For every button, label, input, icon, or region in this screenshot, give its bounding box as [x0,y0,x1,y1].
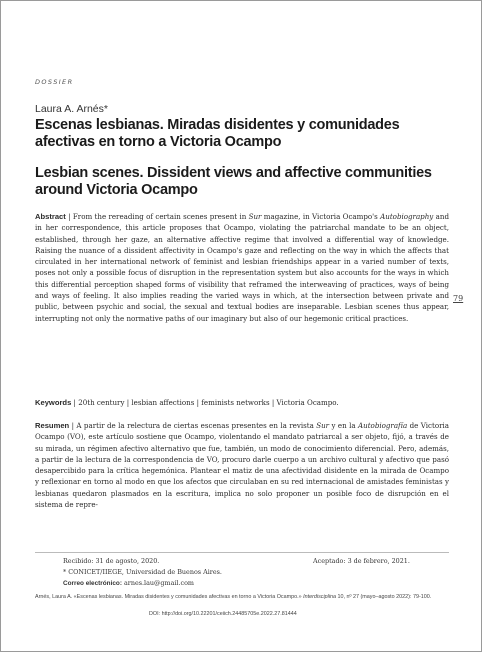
resumen-text-2: y en la [329,421,358,430]
resumen [35,420,449,544]
doi-link[interactable]: DOI: http://doi.org/10.22201/ceiich.24485705e.2022.27.81444 [149,611,297,617]
section-label: DOSSIER [35,78,74,86]
abstract-autobiography: Autobiography [380,212,434,221]
title-spanish: Escenas lesbianas. Miradas disidentes y comunidades afectivas en torno a Victoria Ocampo [35,117,400,150]
resumen-text-3: de Victoria Ocampo (VO), este artículo sostiene que Ocampo, violentando el mandato patriarcal a ser objeto, fijó, a través de su mirada, un régimen afectivo alternativo que fue, también, un modo de conocimiento diferencial. Pero, además, a partir de la lectura de la correspondencia de VO, procuro darle cuerpo a un archivo cultural y afectivo que pasó desapercibido para la crítica hegemónica. Plantear el matiz de una afectividad disidente en la mirada de Ocampo y reflexionar en torno al modo en que los afectos que circulaban en su red internacional de amistades feministas y lesbianas quedaron plasmados en la escritura, implica no solo proponer un posible foco de disrupción en el sistema de repre- [35,421,449,510]
abstract-text-1: From the rereading of certain scenes present in [72,212,249,221]
page-number: 79 [453,294,464,303]
author-email [63,579,194,587]
resumen-label: Resumen [35,421,70,430]
citation-rest: 10, nº 27 (mayo–agosto 2022): 79-100. [336,594,432,600]
author-affiliation: * CONICET/IIEGE, Universidad de Buenos Aires. [63,568,222,576]
keywords-label: Keywords [35,398,72,407]
abstract-separator: | [65,212,73,221]
accepted-date: Aceptado: 3 de febrero, 2021. [313,557,410,565]
keywords [35,397,449,408]
resumen-sur: Sur [316,421,330,430]
footnote-divider [35,552,449,553]
abstract-sur: Sur [248,212,262,221]
title-english: Lesbian scenes. Dissident views and affective communities around Victoria Ocampo [35,165,432,198]
abstract [35,211,449,324]
citation [35,593,449,602]
abstract-text-2: magazine, in Victoria Ocampo's [261,212,381,221]
email-label: Correo electrónico: [63,580,122,587]
citation-text: Arnés, Laura A. «Escenas lesbianas. Miradas disidentes y comunidades afectivas en torno a Victoria Ocampo.» [35,594,304,600]
abstract-label: Abstract [35,212,66,221]
resumen-autobiografia: Autobiografía [358,421,408,430]
email-address: arnes.lau@gmail.com [121,579,194,587]
received-date: Recibido: 31 de agosto, 2020. [63,557,160,565]
keywords-text: | 20th century | lesbian affections | feminists networks | Victoria Ocampo. [71,398,339,407]
citation-journal: Interdisciplina [303,594,337,600]
abstract-text-3: and in her correspondence, this article proposes that Ocampo, violating the patriarchal mandate to be an object, established, through her gaze, an alternative affective regime that involved a differential way of knowledge. Raising the nuance of a dissident affectivity in Ocampo's gaze and reflecting on the way in which the affects that circulated in her international network of feminist and lesbian friendships appear in a varied number of texts, poses not only a possible focus of disruption in the representation system but also accounts for the ways in which this differential perception shaped forms of visibility that reframed the interweaving of practices, ways of being and ways of feeling. It also implies reading the varied ways in which, at the intersection between private and public, between psychic and social, the sexual and textual bodies are inseparable. Lesbian scenes thus appear, interrupting not only the normative paths of our imaginary but also of our hegemonic critical practices. [35,212,449,323]
author-name: Laura A. Arnés* [35,103,108,115]
resumen-text-1: | A partir de la relectura de ciertas escenas presentes en la revista [69,421,317,430]
